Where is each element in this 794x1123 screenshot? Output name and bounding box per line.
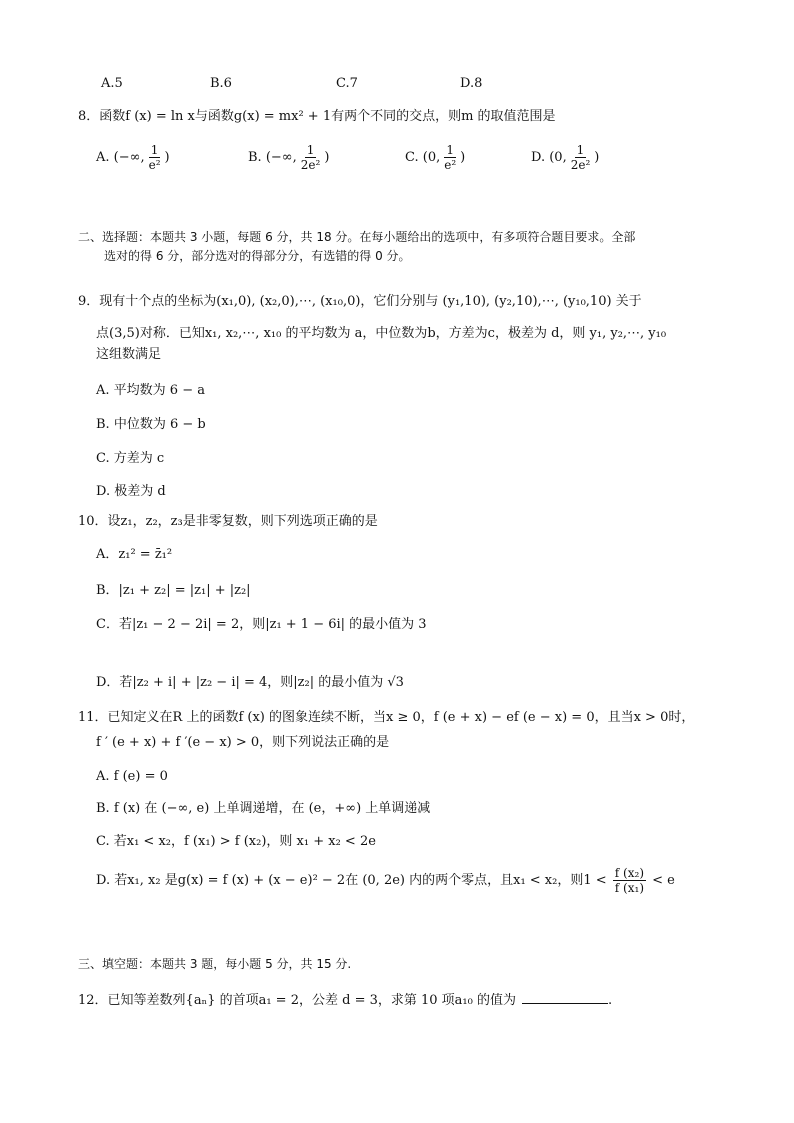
q8-option-c-close: ) [460,150,466,165]
q11-option-c: C. 若x₁ < x₂，f (x₁) > f (x₂)，则 x₁ + x₂ < 2e [96,834,376,849]
q8-option-c [405,143,465,172]
q8-option-d-open: (0, [549,150,567,165]
q10-option-b: B．|z₁ + z₂| = |z₁| + |z₂| [96,583,251,598]
q8-option-a-fraction [147,143,163,172]
q10-option-a: A．z₁² = z̄₁² [96,547,173,562]
q8-option-b-label: B. [248,150,262,165]
q10-stem: 10．设z₁，z₂，z₃是非零复数，则下列选项正确的是 [78,514,378,529]
q11-option-d-text: D. 若x₁, x₂ 是g(x) = f (x) + (x − e)² − 2在 (0, 2e) 内的两个零点，且x₁ < x₂，则1 < [96,873,607,888]
q12-end: . [607,993,613,1008]
q8-option-a-close: ) [164,150,170,165]
q11-option-d-den: f (x₁) [614,881,644,895]
q8-option-c-den: e² [444,158,457,172]
q8-option-b-den: 2e² [300,158,321,172]
q11-stem-line1: 11．已知定义在R 上的函数f (x) 的图象连续不断，当x ≥ 0，f (e + x) − ef (e − x) = 0，且当x > 0时， [78,710,695,725]
q8-stem: 8．函数f (x) = ln x与函数g(x) = mx² + 1有两个不同的交点，则m 的取值范围是 [78,109,556,124]
q8-option-d-close: ) [594,150,600,165]
q10-option-d: D．若|z₂ + i| + |z₂ − i| = 4，则|z₂| 的最小值为 √3 [96,675,404,690]
q11-option-d-tail: < e [652,873,675,888]
q9-option-a: A. 平均数为 6 − a [96,383,205,398]
q11-option-d [96,866,675,895]
q8-option-b-close: ) [324,150,330,165]
q8-option-b [248,143,329,172]
q8-option-b-fraction [299,143,323,172]
q12-stem [78,991,612,1010]
q8-option-a-label: A. [96,150,110,165]
q8-option-c-label: C. [405,150,419,165]
q11-option-b: B. f (x) 在 (−∞, e) 上单调递增，在 (e，+∞) 上单调递减 [96,801,431,816]
q9-stem-line1: 9．现有十个点的坐标为(x₁,0), (x₂,0),⋯, (x₁₀,0)，它们分别与 (y₁,10), (y₂,10),⋯, (y₁₀,10) 关于 [78,294,642,309]
q9-option-d: D. 极差为 d [96,484,166,499]
q9-stem-line3: 这组数满足 [96,347,162,362]
q7-option-a: A.5 [101,76,123,91]
q11-option-d-fraction [613,866,646,895]
q11-option-d-num: f (x₂) [614,866,644,880]
q10-option-c: C．若|z₁ − 2 − 2i| = 2，则|z₁ + 1 − 6i| 的最小值为 3 [96,617,427,632]
q8-option-a-den: e² [148,158,161,172]
q8-option-d-den: 2e² [570,158,591,172]
q8-option-d-label: D. [531,150,546,165]
q8-option-d-num: 1 [576,143,585,157]
q7-option-b: B.6 [210,76,232,91]
q8-option-c-open: (0, [422,150,441,165]
q8-option-d [531,143,599,172]
q8-option-a-num: 1 [150,143,159,157]
q12-text: 12．已知等差数列{aₙ} 的首项a₁ = 2，公差 d = 3，求第 10 项a₁₀ 的值为 [78,993,516,1008]
section2-heading-line1: 二、选择题：本题共 3 小题，每题 6 分，共 18 分。在每小题给出的选项中，有多项符合题目要求。全部 [78,230,636,244]
q8-option-b-open: (−∞, [265,150,297,165]
q8-option-a [96,143,170,172]
q8-option-c-fraction [442,143,458,172]
q8-option-c-num: 1 [446,143,455,157]
section3-heading: 三、填空题：本题共 3 题，每小题 5 分，共 15 分. [78,957,352,971]
q8-option-b-num: 1 [306,143,315,157]
q9-stem-line2: 点(3,5)对称．已知x₁, x₂,⋯, x₁₀ 的平均数为 a，中位数为b，方差为c，极差为 d，则 y₁, y₂,⋯, y₁₀ [96,326,667,341]
q7-option-c: C.7 [336,76,358,91]
q8-option-a-open: (−∞, [113,150,145,165]
q8-option-d-fraction [569,143,593,172]
q9-option-b: B. 中位数为 6 − b [96,417,206,432]
q11-stem-line2: f ′ (e + x) + f ′(e − x) > 0，则下列说法正确的是 [96,735,390,750]
q12-answer-blank[interactable] [522,991,608,1004]
q7-option-d: D.8 [460,76,483,91]
q11-option-a: A. f (e) = 0 [96,769,168,784]
q9-option-c: C. 方差为 c [96,451,165,466]
section2-heading-line2: 选对的得 6 分，部分选对的得部分分，有选错的得 0 分。 [104,249,411,263]
